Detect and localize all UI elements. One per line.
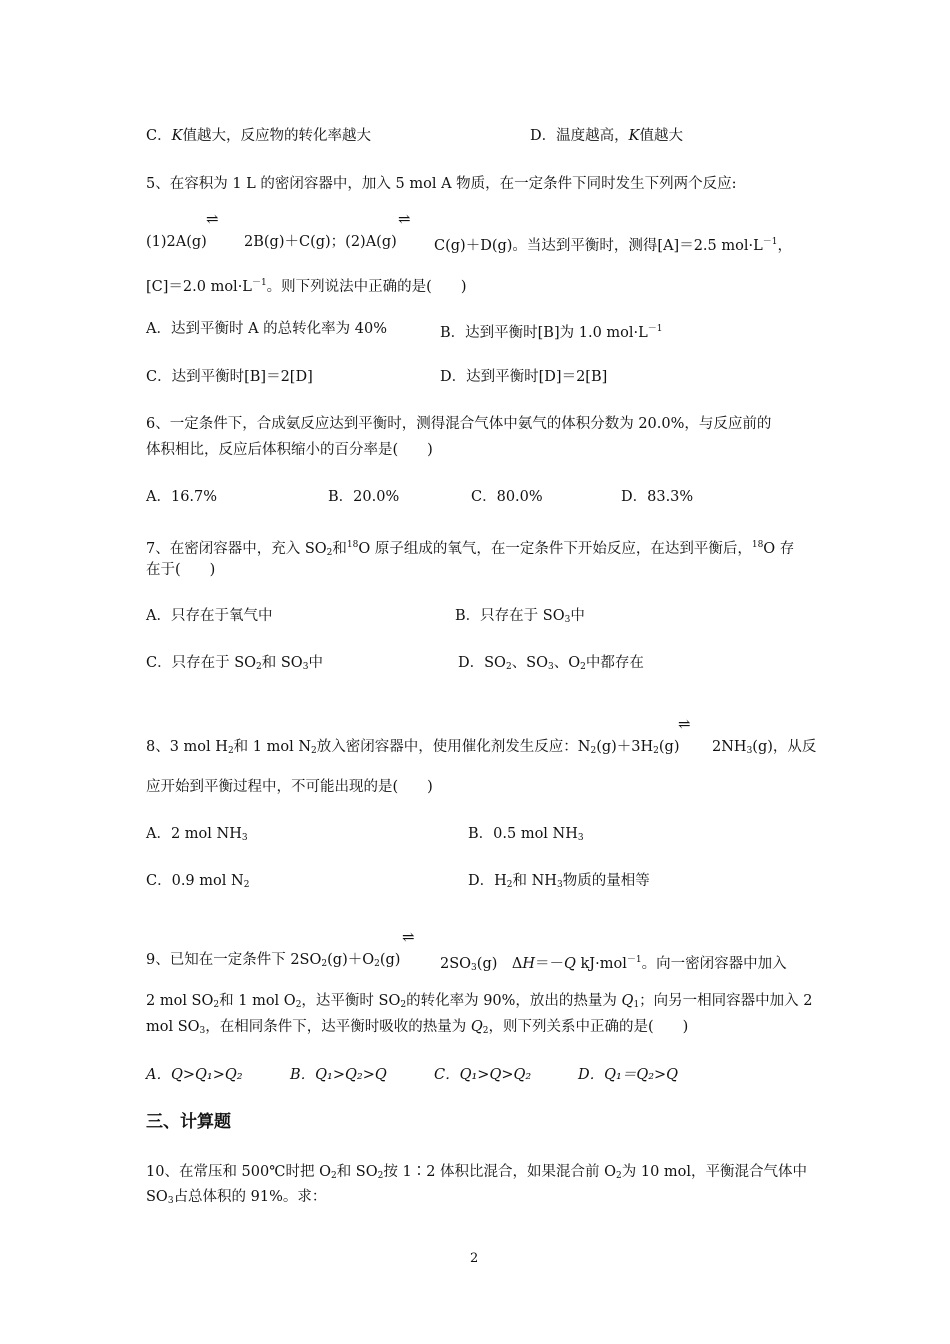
- q9-line1-reactants: 9、已知在一定条件下 $2SO_2(g)+O_2(g)$: [146, 952, 401, 969]
- q8-option-a: A．2 mol $NH_3$: [146, 826, 248, 843]
- q5-reaction-part3: C(g)＋D(g)。当达到平衡时，测得[A]＝2.5 $mol\cdot L^{-1}$，: [434, 237, 792, 254]
- equilibrium-arrow-icon: ⇌: [398, 210, 408, 228]
- q4-option-c: C．K值越大，反应物的转化率越大: [146, 128, 371, 144]
- q4-option-d: D．温度越高，K值越大: [530, 128, 683, 144]
- q5-option-b: B．达到平衡时[B]为 1.0 $mol\cdot L^{-1}$: [440, 324, 663, 341]
- q6-line1: 6、一定条件下，合成氨反应达到平衡时，测得混合气体中氨气的体积分数为 20.0%，与反应前的: [146, 416, 772, 432]
- q5-option-a: A．达到平衡时 A 的总转化率为 40%: [146, 321, 387, 337]
- q9-option-d: D．Q₁＝Q₂>Q: [578, 1067, 679, 1083]
- q9-option-c: C．Q₁>Q>Q₂: [434, 1067, 532, 1083]
- equilibrium-arrow-icon: ⇌: [402, 928, 412, 946]
- q8-line2: 应开始到平衡过程中，不可能出现的是( ): [146, 779, 433, 795]
- q5-reaction-part1: (1)2A(g): [146, 234, 207, 250]
- q6-option-b: B．20.0%: [328, 489, 400, 505]
- q7-option-a: A．只存在于氧气中: [146, 608, 273, 624]
- q10-line1: 10、在常压和 500℃时把 $O_2$和 $SO_2$按 1∶2 体积比混合，如果混合前 $O_2$为 10 mol，平衡混合气体中: [146, 1164, 808, 1181]
- q7-option-b: B．只存在于 $SO_3$中: [455, 608, 585, 625]
- section-heading: 三、计算题: [146, 1112, 231, 1132]
- q5-reaction-part2: 2B(g)＋C(g)；(2)A(g): [244, 234, 397, 250]
- q7-option-d: D．$SO_2$、$SO_3$、$O_2$中都存在: [458, 655, 644, 672]
- page-number: 2: [470, 1251, 479, 1266]
- q10-line2: $SO_3$占总体积的 91%。求：: [146, 1189, 327, 1206]
- equilibrium-arrow-icon: ⇌: [206, 210, 216, 228]
- q6-option-d: D．83.3%: [621, 489, 694, 505]
- q7-line2: 在于( ): [146, 562, 216, 578]
- q6-option-a: A．16.7%: [146, 489, 218, 505]
- q8-option-b: B．0.5 mol $NH_3$: [468, 826, 584, 843]
- q5-stem: 5、在容积为 1 L 的密闭容器中，加入 5 mol A 物质，在一定条件下同时发生下列两个反应:: [146, 176, 737, 192]
- q7-option-c: C．只存在于 $SO_2$和 $SO_3$中: [146, 655, 323, 672]
- q9-option-a: A．Q>Q₁>Q₂: [146, 1067, 243, 1083]
- q8-line1-product: $2NH_3(g)$，从反: [712, 739, 817, 756]
- q8-option-c: C．0.9 mol $N_2$: [146, 873, 250, 890]
- q9-line1-products: $2SO_3(g)$ ΔH＝－Q kJ·mol$^{-1}$。向一密闭容器中加入: [440, 955, 787, 973]
- q6-option-c: C．80.0%: [471, 489, 543, 505]
- q5-line3: [C]＝2.0 $mol\cdot L^{-1}$。则下列说法中正确的是( ): [146, 278, 467, 295]
- equilibrium-arrow-icon: ⇌: [678, 715, 688, 733]
- q5-option-d: D．达到平衡时[D]＝2[B]: [440, 369, 608, 385]
- q8-line1: 8、3 mol $H_2$和 1 mol $N_2$放入密闭容器中，使用催化剂发生反应：$N_2(g)+3H_2(g)$: [146, 739, 680, 756]
- q5-option-c: C．达到平衡时[B]＝2[D]: [146, 369, 313, 385]
- q9-option-b: B．Q₁>Q₂>Q: [290, 1067, 387, 1083]
- q9-line2: 2 mol $SO_2$和 1 mol $O_2$，达平衡时 $SO_2$的转化率为 90%，放出的热量为 $Q_1$；向另一相同容器中加入 2: [146, 993, 813, 1010]
- q6-line2: 体积相比，反应后体积缩小的百分率是( ): [146, 442, 433, 458]
- q9-line3: mol $SO_3$，在相同条件下，达平衡时吸收的热量为 $Q_2$，则下列关系中正确的是( ): [146, 1019, 689, 1036]
- q8-option-d: D．$H_2$和 $NH_3$物质的量相等: [468, 873, 650, 890]
- q7-line1: 7、在密闭容器中，充入 $SO_2$和$^{18}$O 原子组成的氧气，在一定条件下开始反应，在达到平衡后，$^{18}$O 存: [146, 540, 795, 558]
